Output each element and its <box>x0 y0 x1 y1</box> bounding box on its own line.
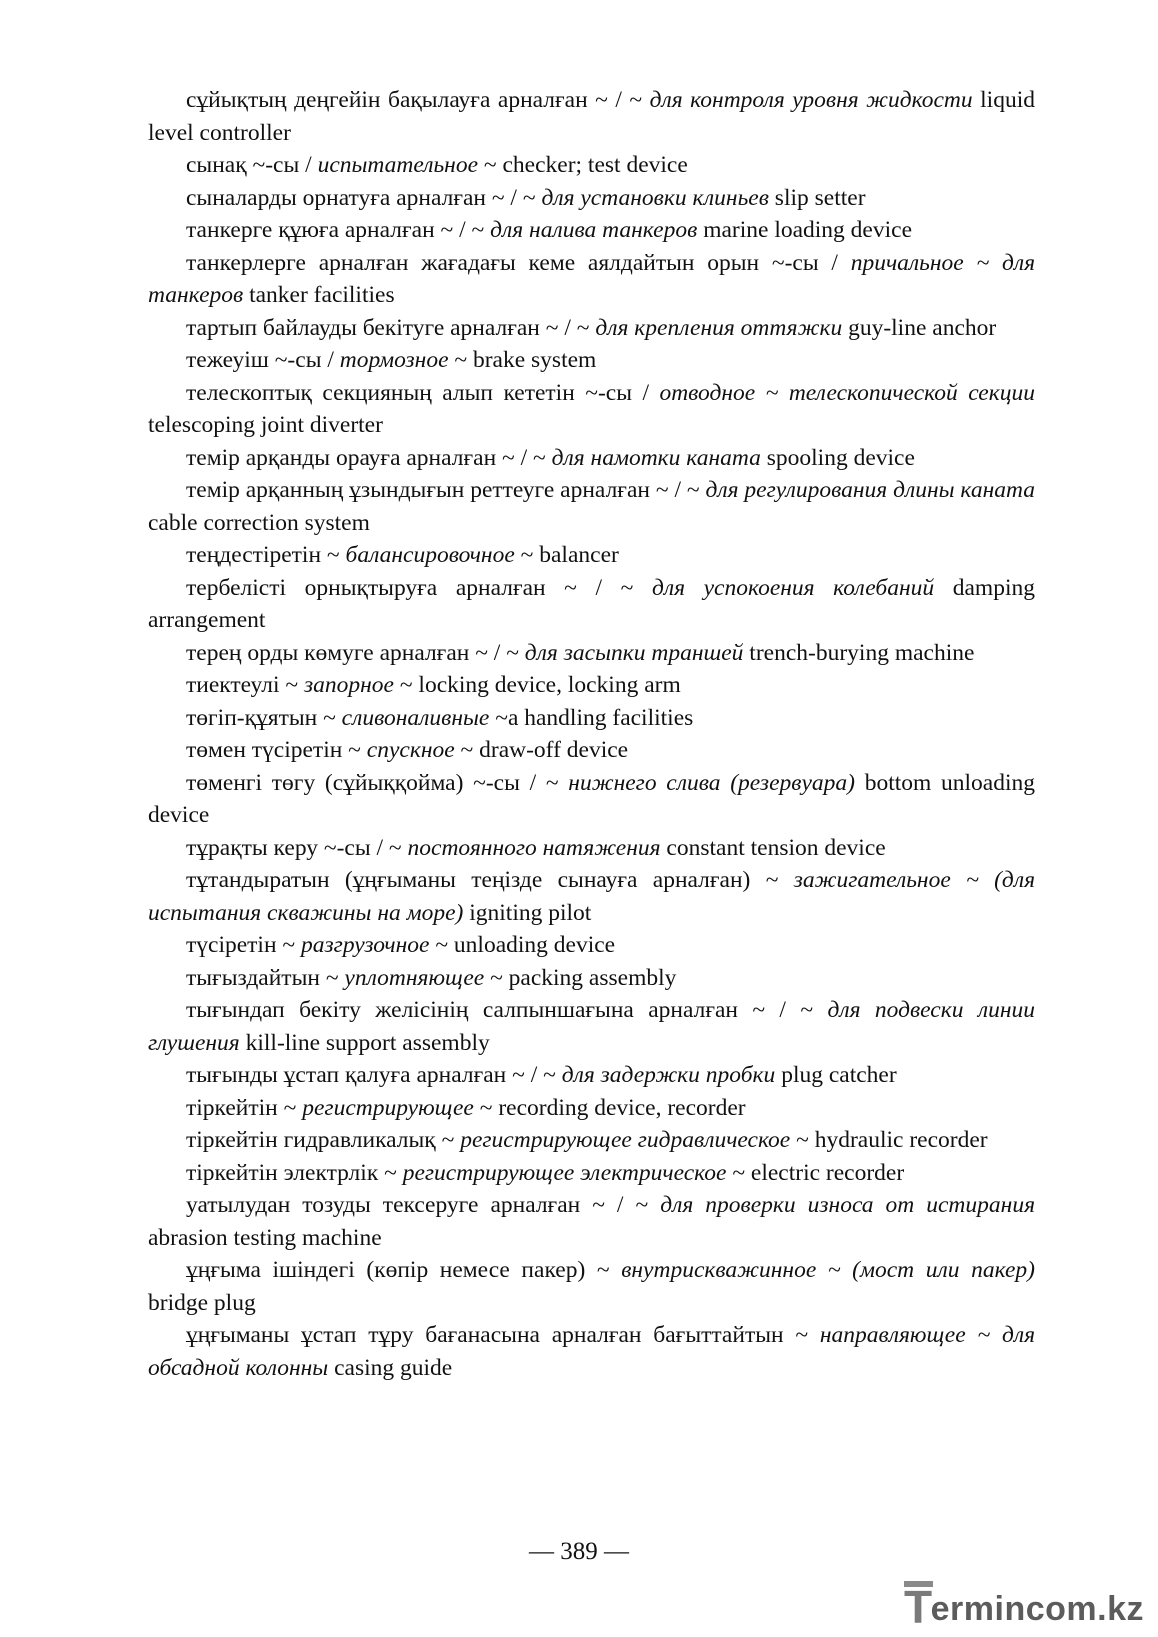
page-number: — 389 — <box>529 1538 629 1565</box>
entry: тығыздайтын ~ уплотняющее ~ packing assembly <box>186 964 677 991</box>
entry: танкерге құюға арналған ~ / ~ для налива танкеров marine loading device <box>186 217 913 243</box>
entry: уатылудан тозуды тексеруге арналған ~ / ~ для проверки износа от истирания abrasion testing machine <box>148 1192 1035 1251</box>
entry: төгіп-құятын ~ сливоналивные ~a handling facilities <box>186 704 694 731</box>
entry: тіркейтін ~ регистрирующее ~ recording device, recorder <box>186 1094 746 1121</box>
entry: төмен түсіретін ~ спускное ~ draw-off device <box>186 737 629 763</box>
entry: телескоптық секцияның алып кететін ~-сы / отводное ~ телескопической секции telescoping joint diverter <box>148 379 1035 438</box>
entry: теңдестіретін ~ балансировочное ~ balancer <box>186 542 619 568</box>
entry: түсіретін ~ разгрузочное ~ unloading device <box>186 932 616 958</box>
entry: ұңғыма ішіндегі (көпір немесе пакер) ~ внутрискважинное ~ (мост или пакер) bridge plug <box>148 1257 1035 1316</box>
entry: тиектеулі ~ запорное ~ locking device, locking arm <box>186 672 681 698</box>
entry: танкерлерге арналған жағадағы кеме аялдайтын орын ~-сы / причальное ~ для танкеров tanker facilities <box>148 249 1036 308</box>
entry: сұйықтың деңгейін бақылауға арналған ~ / ~ для контроля уровня жидкости liquid level controller <box>148 87 1035 146</box>
entry: терең орды көмуге арналған ~ / ~ для засыпки траншей trench-burying machine <box>186 639 975 666</box>
entry: тіркейтін гидравликалық ~ регистрирующее гидравлическое ~ hydraulic recorder <box>186 1127 988 1153</box>
entry: төменгі төгу (сұйыққойма) ~-сы / ~ нижнего слива (резервуара) bottom unloading device <box>148 769 1035 828</box>
entry: тежеуіш ~-сы / тормозное ~ brake system <box>186 347 597 373</box>
entry: темір арқанның ұзындығын реттеуге арналған ~ / ~ для регулирования длины каната cable correction system <box>148 477 1035 536</box>
entry: сыналарды орнатуға арналған ~ / ~ для установки клиньев slip setter <box>186 184 866 211</box>
entry: тербелісті орнықтыруға арналған ~ / ~ для успокоения колебаний damping arrangement <box>148 574 1035 633</box>
entry: тұтандыратын (ұңғыманы теңізде сынауға арналған) ~ зажигательное ~ (для испытания скважины на море) igniting pilot <box>148 867 1035 926</box>
entry: тығындап бекіту желісінің салпыншағына арналған ~ / ~ для подвески линии глушения kill-line support assembly <box>148 997 1035 1056</box>
entry: тіркейтін электрлік ~ регистрирующее электрическое ~ electric recorder <box>186 1159 905 1186</box>
entry: ұңғыманы ұстап тұру бағанасына арналған бағыттайтын ~ направляющее ~ для обсадной колонны casing guide <box>148 1322 1036 1381</box>
watermark-initial: T <box>904 1581 933 1633</box>
entry: тартып байлауды бекітуге арналған ~ / ~ для крепления оттяжки guy-line anchor <box>186 314 997 341</box>
entry: сынақ ~-сы / испытательное ~ checker; test device <box>186 152 688 178</box>
entry: тығынды ұстап қалуға арналған ~ / ~ для задержки пробки plug catcher <box>186 1062 897 1088</box>
dictionary-entries <box>148 84 1035 1384</box>
watermark-text: ermincom.kz <box>930 1590 1144 1628</box>
watermark-logo <box>904 1581 1144 1633</box>
entry: тұрақты керу ~-сы / ~ постоянного натяжения constant tension device <box>186 834 886 861</box>
entry: темір арқанды орауға арналған ~ / ~ для намотки каната spooling device <box>186 444 915 471</box>
